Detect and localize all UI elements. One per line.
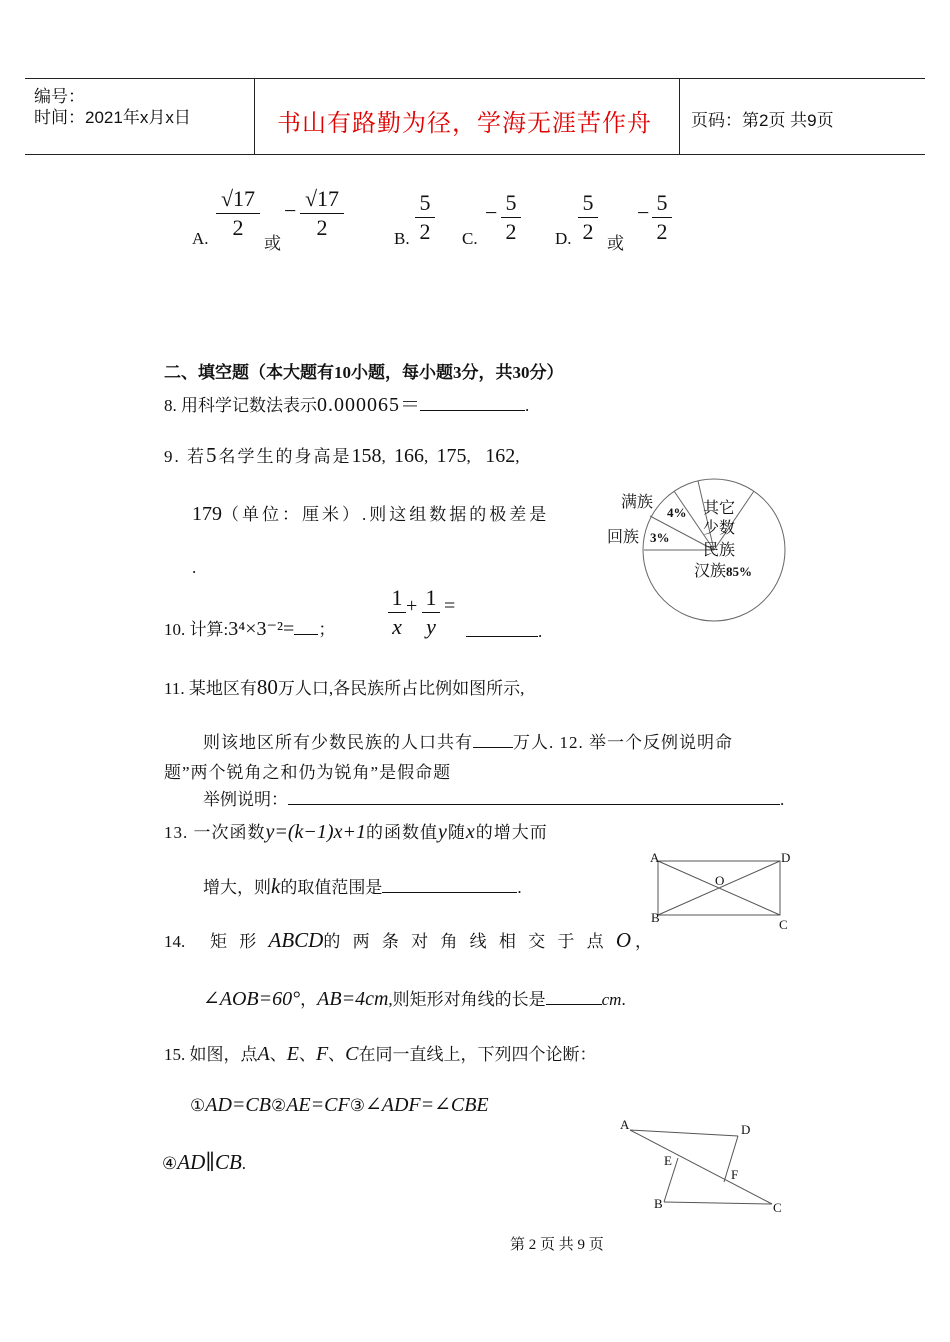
fraction-bar (388, 612, 406, 613)
option-d-fraction-positive (578, 190, 598, 245)
option-d-numerator-2: 5 (656, 190, 668, 215)
q11-num: 80 (256, 675, 278, 699)
question-12-example (203, 785, 784, 810)
header-motto: 书山有路勤为径，学海无涯苦作舟 (277, 111, 652, 137)
q13-k: k (271, 874, 281, 898)
option-a-minus: − (284, 198, 297, 223)
option-a-denominator-2: 2 (316, 215, 328, 240)
q15-s4-mark: ④ (162, 1154, 178, 1173)
q13-text-c: 的增大而 (475, 823, 548, 842)
q14-unit: cm (601, 990, 622, 1009)
q11-answer-blank[interactable] (473, 747, 513, 748)
question-11-line2 (203, 728, 733, 753)
question-15-statements (190, 1092, 489, 1117)
q15-dun-3: 、 (328, 1045, 346, 1064)
header-serial: 编号： (34, 87, 85, 106)
q15-c: C (345, 1043, 359, 1065)
q13-answer-blank[interactable] (382, 892, 517, 893)
q10-answer-blank-2[interactable] (466, 636, 538, 637)
q10-eq: = (444, 595, 456, 617)
line-label-f: F (731, 1167, 739, 1182)
q12-label: 举例说明： (203, 790, 288, 809)
option-d-numerator: 5 (582, 190, 594, 215)
section-title: 二、填空题（本大题有10小题，每小题3分，共30分） (164, 363, 564, 382)
q8-text: 8. 用科学记数法表示 (164, 396, 317, 415)
q10-expr: 3⁴×3⁻²= (228, 618, 295, 640)
q10-answer-2 (466, 622, 542, 642)
q10-label: 10. 计算: (164, 620, 229, 639)
option-c-denominator: 2 (505, 219, 517, 244)
option-b-label: B. (394, 229, 410, 248)
q10-frac2-num: 1 (425, 585, 437, 610)
q9-h4: 162 (485, 445, 516, 467)
line-figure (620, 1120, 780, 1210)
option-b-numerator: 5 (419, 190, 431, 215)
q15-dun-1: 、 (269, 1045, 287, 1064)
question-9-line1: 9. 若5名学生的身高是158, 166, 175, 162, (164, 443, 522, 467)
q14-sep: ， (300, 990, 318, 1009)
q15-a: A (257, 1043, 270, 1065)
option-b-denominator: 2 (419, 219, 431, 244)
option-a-or: 或 (264, 234, 281, 253)
q15-s3-mark: ③ (349, 1096, 365, 1115)
q9-line2: （单位：厘米）.则这组数据的极差是 (222, 505, 550, 524)
option-a-fraction-positive (216, 186, 260, 241)
question-11-line1 (164, 674, 524, 700)
option-b-fraction (415, 190, 435, 245)
q14-abcd: ABCD (268, 928, 324, 952)
header-time: 时间：2021年x月x日 (34, 108, 191, 127)
q9-h1: 158 (351, 445, 382, 467)
option-d-minus: − (637, 200, 650, 225)
q9-h3: 175 (436, 445, 467, 467)
question-15-line1 (164, 1040, 597, 1066)
q10-end: . (538, 622, 543, 641)
question-10 (164, 615, 335, 641)
option-c-numerator: 5 (505, 190, 517, 215)
pie-label-other-3: 民族 (703, 542, 736, 559)
q13-text-b: 随 (447, 823, 466, 842)
q8-answer-blank[interactable] (420, 410, 525, 411)
line-label-e: E (664, 1153, 672, 1168)
q14-comma: ， (635, 932, 656, 951)
q14-label: 14. (164, 932, 186, 951)
q10-frac1-num: 1 (391, 585, 403, 610)
q9-h5: 179 (192, 503, 222, 525)
q8-value: 0.000065 (317, 394, 400, 416)
header-page: 页码：第2页 共9页 (691, 111, 834, 130)
q15-s1-mark: ① (190, 1096, 206, 1115)
q10-answer-blank-1[interactable] (294, 634, 318, 635)
line-label-a: A (620, 1117, 630, 1132)
q12-end: . (780, 790, 785, 809)
q9-text: 名学生的身高是 (218, 447, 352, 466)
option-a-label: A. (192, 229, 209, 248)
question-13-line1 (164, 818, 548, 844)
q9-intro: 9. 若 (164, 447, 206, 466)
option-a-numerator: √17 (220, 186, 256, 211)
question-14-line1 (164, 927, 656, 953)
header-divider-right (679, 78, 680, 155)
q15-s2: AE=CF (286, 1094, 350, 1116)
option-c-minus: − (485, 200, 498, 225)
question-15-statement-4 (162, 1150, 246, 1175)
question-13-line2 (203, 873, 522, 899)
option-c-fraction (501, 190, 521, 245)
option-a-fraction-negative (300, 186, 344, 241)
q8-end: . (525, 396, 530, 415)
pie-hanzu-text: 汉族 (694, 563, 727, 580)
fraction-bar (300, 213, 344, 214)
rect-label-a: A (650, 850, 660, 865)
q8-eq: ＝ (400, 394, 420, 416)
q10-fraction-1 (388, 585, 406, 640)
header-divider-left (254, 78, 255, 155)
q15-s2-mark: ② (270, 1096, 287, 1115)
q11-intro: 11. 某地区有 (164, 679, 257, 698)
q13-line2-b: 的取值范围是 (280, 878, 383, 897)
q13-x: x (465, 821, 476, 843)
fraction-bar (652, 217, 672, 218)
pie-hanzu-pct: 85% (726, 564, 753, 579)
q14-answer-blank[interactable] (546, 1004, 602, 1005)
q15-s1: AD=CB (205, 1094, 271, 1116)
q10-frac2-den: y (426, 614, 436, 639)
q12-answer-blank[interactable] (288, 804, 780, 805)
pie-label-huizu: 回族 (607, 529, 640, 546)
q13-expr: y=(k−1)x+1 (265, 821, 366, 843)
question-14-line2 (203, 985, 626, 1011)
q13-y: y (437, 821, 448, 843)
q14-text-b: 的 两 条 对 角 线 相 交 于 点 (323, 932, 608, 951)
segment-bc (664, 1202, 772, 1204)
q9-end: . (192, 558, 197, 577)
fraction-bar (216, 213, 260, 214)
fraction-bar (578, 217, 598, 218)
q13-label: 13. 一次函数 (164, 823, 266, 842)
rect-label-c: C (779, 917, 788, 932)
q15-s4: AD∥CB (177, 1150, 242, 1174)
line-label-c: C (773, 1200, 782, 1215)
option-a-denominator: 2 (232, 215, 244, 240)
q15-label: 15. 如图，点 (164, 1045, 258, 1064)
option-d-or: 或 (607, 234, 624, 253)
q10-frac1-den: x (392, 614, 402, 639)
option-d-label: D. (555, 229, 572, 248)
q14-angle: ∠AOB=60° (203, 988, 301, 1010)
pie-label-hanzu (694, 558, 752, 581)
q15-s3: ∠ADF=∠CBE (364, 1094, 489, 1116)
q10-sep: ； (318, 620, 336, 639)
option-c-label: C. (462, 229, 478, 248)
question-9-line2 (192, 500, 549, 526)
q9-n: 5 (206, 443, 219, 467)
option-d-denominator-2: 2 (656, 219, 668, 244)
q13-text-a: 的函数值 (365, 823, 438, 842)
q15-text: 在同一直线上，下列四个论断： (358, 1045, 597, 1064)
q11-line2-b: 万人. 12. 举一个反例说明命 (513, 733, 733, 752)
page-footer: 第 2 页 共 9 页 (510, 1237, 604, 1253)
fraction-bar (415, 217, 435, 218)
question-12-line: 题”两个锐角之和仍为锐角”是假命题 (164, 763, 452, 782)
q10-fraction-2 (422, 585, 440, 640)
q10-plus: + (406, 595, 418, 617)
option-d-denominator: 2 (582, 219, 594, 244)
line-label-d: D (741, 1122, 751, 1137)
q14-end: . (621, 990, 626, 1009)
pie-label-other-2: 少数 (703, 520, 736, 537)
header-bottom-rule (25, 154, 925, 155)
q14-ab: AB=4cm (317, 988, 389, 1010)
q11-line2-a: 则该地区所有少数民族的人口共有 (203, 733, 473, 752)
pie-label-manzu: 满族 (621, 494, 654, 511)
line-label-b: B (654, 1196, 663, 1211)
rect-label-d: D (781, 850, 791, 865)
pie-label-manzu-pct: 4% (667, 505, 687, 520)
question-8 (164, 388, 529, 417)
header-top-rule (25, 78, 925, 79)
q11-text: 万人口,各民族所占比例如图所示, (277, 679, 525, 698)
q14-text-a: 矩 形 (210, 932, 261, 951)
q13-end: . (517, 878, 522, 897)
rect-label-o: O (715, 873, 725, 888)
q15-f: F (315, 1043, 329, 1065)
segment-ad (630, 1130, 738, 1136)
q13-line2-a: 增大，则 (203, 878, 271, 897)
option-d-fraction-negative (652, 190, 672, 245)
q14-o: O (615, 928, 635, 952)
option-a-numerator-2: √17 (304, 186, 340, 211)
fraction-bar (501, 217, 521, 218)
q14-text-c: ,则矩形对角线的长是 (388, 990, 546, 1009)
q15-e: E (286, 1043, 299, 1065)
q15-dun-2: 、 (298, 1045, 316, 1064)
segment-ac (630, 1130, 772, 1204)
fraction-bar (422, 612, 440, 613)
q9-h2: 166 (394, 445, 424, 467)
pie-label-huizu-pct: 3% (650, 530, 670, 545)
q15-end: . (241, 1154, 247, 1173)
pie-label-other-1: 其它 (703, 500, 736, 517)
rect-label-b: B (651, 910, 660, 925)
